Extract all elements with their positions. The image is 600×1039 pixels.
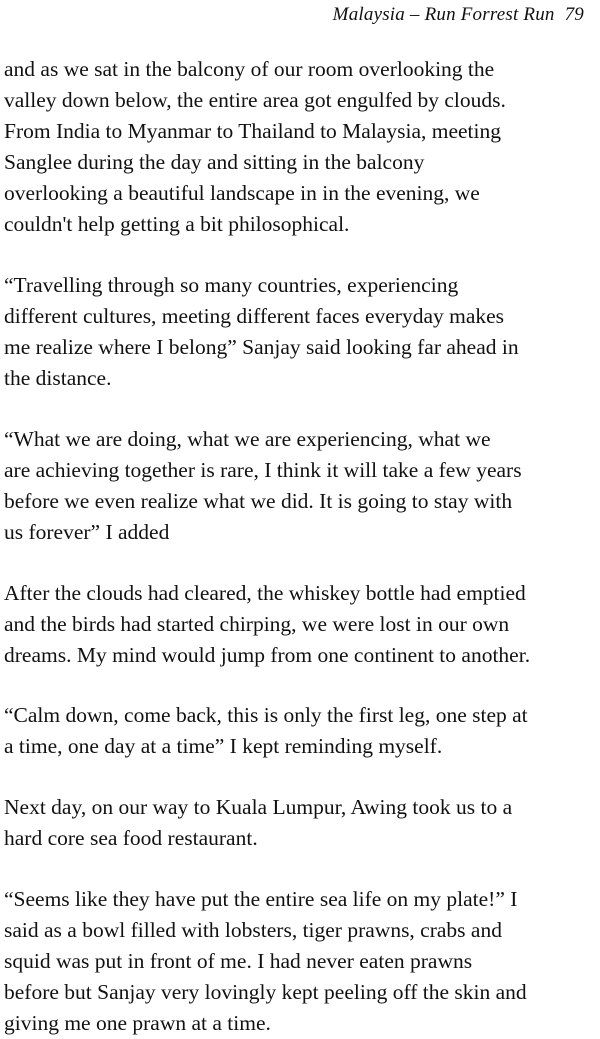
paragraph bbox=[4, 884, 596, 1039]
text-line: Sanglee during the day and sitting in the balcony bbox=[4, 150, 425, 174]
paragraph bbox=[4, 578, 596, 671]
running-title: Malaysia – Run Forrest Run bbox=[332, 4, 555, 25]
text-line: before we even realize what we did. It is going to stay with bbox=[4, 489, 513, 513]
text-line: valley down below, the entire area got engulfed by clouds. bbox=[4, 88, 506, 112]
text-line: before but Sanjay very lovingly kept peeling off the skin and bbox=[4, 980, 527, 1004]
text-line: overlooking a beautiful landscape in in the evening, we bbox=[4, 181, 480, 205]
text-line: Next day, on our way to Kuala Lumpur, Awing took us to a bbox=[4, 795, 513, 819]
text-line: “Calm down, come back, this is only the first leg, one step at bbox=[4, 703, 528, 727]
text-line: different cultures, meeting different faces everyday makes bbox=[4, 304, 505, 328]
text-line: hard core sea food restaurant. bbox=[4, 826, 258, 850]
paragraph bbox=[4, 792, 596, 854]
text-line: are achieving together is rare, I think it will take a few years bbox=[4, 458, 522, 482]
text-line: the distance. bbox=[4, 366, 112, 390]
text-line: After the clouds had cleared, the whiskey bottle had emptied bbox=[4, 581, 526, 605]
text-line: giving me one prawn at a time. bbox=[4, 1011, 271, 1035]
text-line: me realize where I belong” Sanjay said looking far ahead in bbox=[4, 335, 519, 359]
text-line: dreams. My mind would jump from one continent to another. bbox=[4, 643, 531, 667]
body-text bbox=[4, 54, 596, 1039]
text-line: “Seems like they have put the entire sea life on my plate!” I bbox=[4, 887, 518, 911]
running-header bbox=[333, 4, 584, 26]
paragraph bbox=[4, 700, 596, 762]
text-line: “What we are doing, what we are experiencing, what we bbox=[4, 427, 491, 451]
text-line: a time, one day at a time” I kept reminding myself. bbox=[4, 734, 443, 758]
paragraph bbox=[4, 270, 596, 394]
text-line: us forever” I added bbox=[4, 520, 170, 544]
text-line: and the birds had started chirping, we were lost in our own bbox=[4, 612, 510, 636]
text-line: couldn't help getting a bit philosophical. bbox=[4, 212, 350, 236]
text-line: said as a bowl filled with lobsters, tiger prawns, crabs and bbox=[4, 918, 502, 942]
paragraph bbox=[4, 424, 596, 548]
text-line: and as we sat in the balcony of our room overlooking the bbox=[4, 57, 495, 81]
text-line: squid was put in front of me. I had never eaten prawns bbox=[4, 949, 473, 973]
paragraph bbox=[4, 54, 596, 240]
text-line: “Travelling through so many countries, experiencing bbox=[4, 273, 459, 297]
text-line: From India to Myanmar to Thailand to Malaysia, meeting bbox=[4, 119, 501, 143]
page-number: 79 bbox=[564, 4, 584, 25]
